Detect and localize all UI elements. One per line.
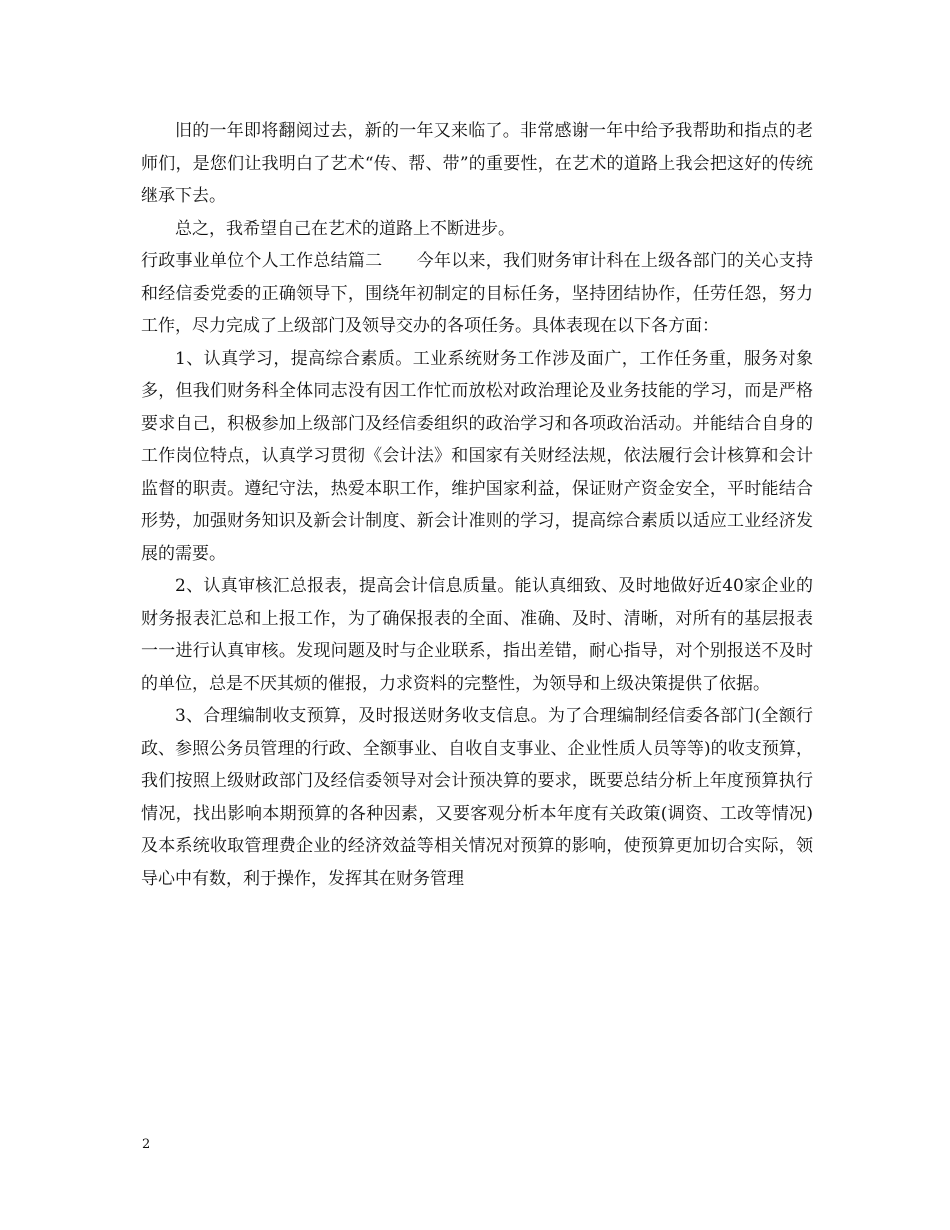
paragraph: 1、认真学习，提高综合素质。工业系统财务工作涉及面广，工作任务重，服务对象多，但我们财务科全体同志没有因工作忙而放松对政治理论及业务技能的学习，而是严格要求自己，积极参加上级部门及经信委组织的政治学习和各项政治活动。并能结合自身的工作岗位特点，认真学习贯彻《会计法》和国家有关财经法规，依法履行会计核算和会计监督的职责。遵纪守法，热爱本职工作，维护国家利益，保证财产资金安全，平时能结合形势，加强财务知识及新会计制度、新会计准则的学习，提高综合素质以适应工业经济发展的需要。	[141, 348, 813, 564]
paragraph: 2、认真审核汇总报表，提高会计信息质量。能认真细致、及时地做好近40家企业的财务报表汇总和上报工作，为了确保报表的全面、准确、及时、清晰，对所有的基层报表一一进行认真审核。发现问题及时与企业联系，指出差错，耐心指导，对个别报送不及时的单位，总是不厌其烦的催报，力求资料的完整性，为领导和上级决策提供了依据。	[141, 576, 813, 694]
page-number: 2	[142, 1137, 151, 1152]
section-heading-paragraph: 行政事业单位个人工作总结篇二 今年以来，我们财务审计科在上级各部门的关心支持和经信委党委的正确领导下，围绕年初制定的目标任务，坚持团结协作，任劳任怨，努力工作，尽力完成了上级部门及领导交办的各项任务。具体表现在以下各方面：	[141, 251, 813, 336]
body-text	[141, 115, 813, 895]
paragraph: 3、合理编制收支预算，及时报送财务收支信息。为了合理编制经信委各部门(全额行政、参照公务员管理的行政、全额事业、自收自支事业、企业性质人员等等)的收支预算，我们按照上级财政部门及经信委领导对会计预决算的要求，既要总结分析上年度预算执行情况，找出影响本期预算的各种因素，又要客观分析本年度有关政策(调资、工改等情况)及本系统收取管理费企业的经济效益等相关情况对预算的影响，使预算更加切合实际，领导心中有数，利于操作，发挥其在财务管理	[141, 706, 813, 889]
paragraph: 总之，我希望自己在艺术的道路上不断进步。	[175, 218, 515, 239]
paragraph: 旧的一年即将翻阅过去，新的一年又来临了。非常感谢一年中给予我帮助和指点的老师们，是您们让我明白了艺术“传、帮、带”的重要性，在艺术的道路上我会把这好的传统继承下去。	[141, 121, 813, 206]
